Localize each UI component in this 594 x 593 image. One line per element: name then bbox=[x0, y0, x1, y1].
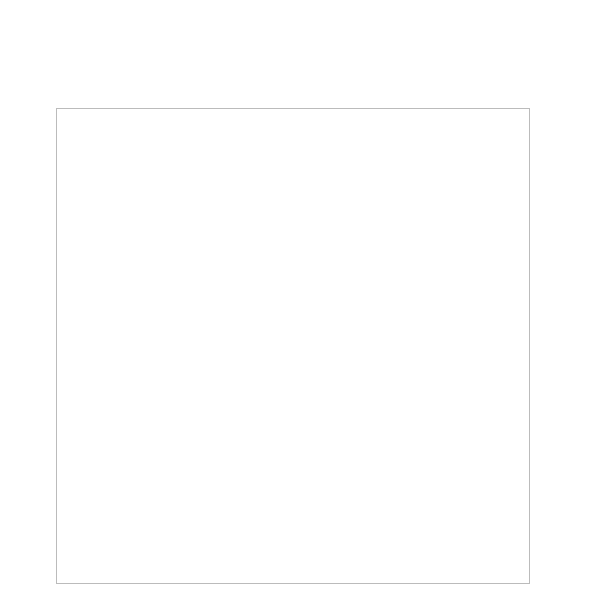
schedule-table bbox=[56, 108, 530, 584]
page-title bbox=[83, 8, 511, 88]
